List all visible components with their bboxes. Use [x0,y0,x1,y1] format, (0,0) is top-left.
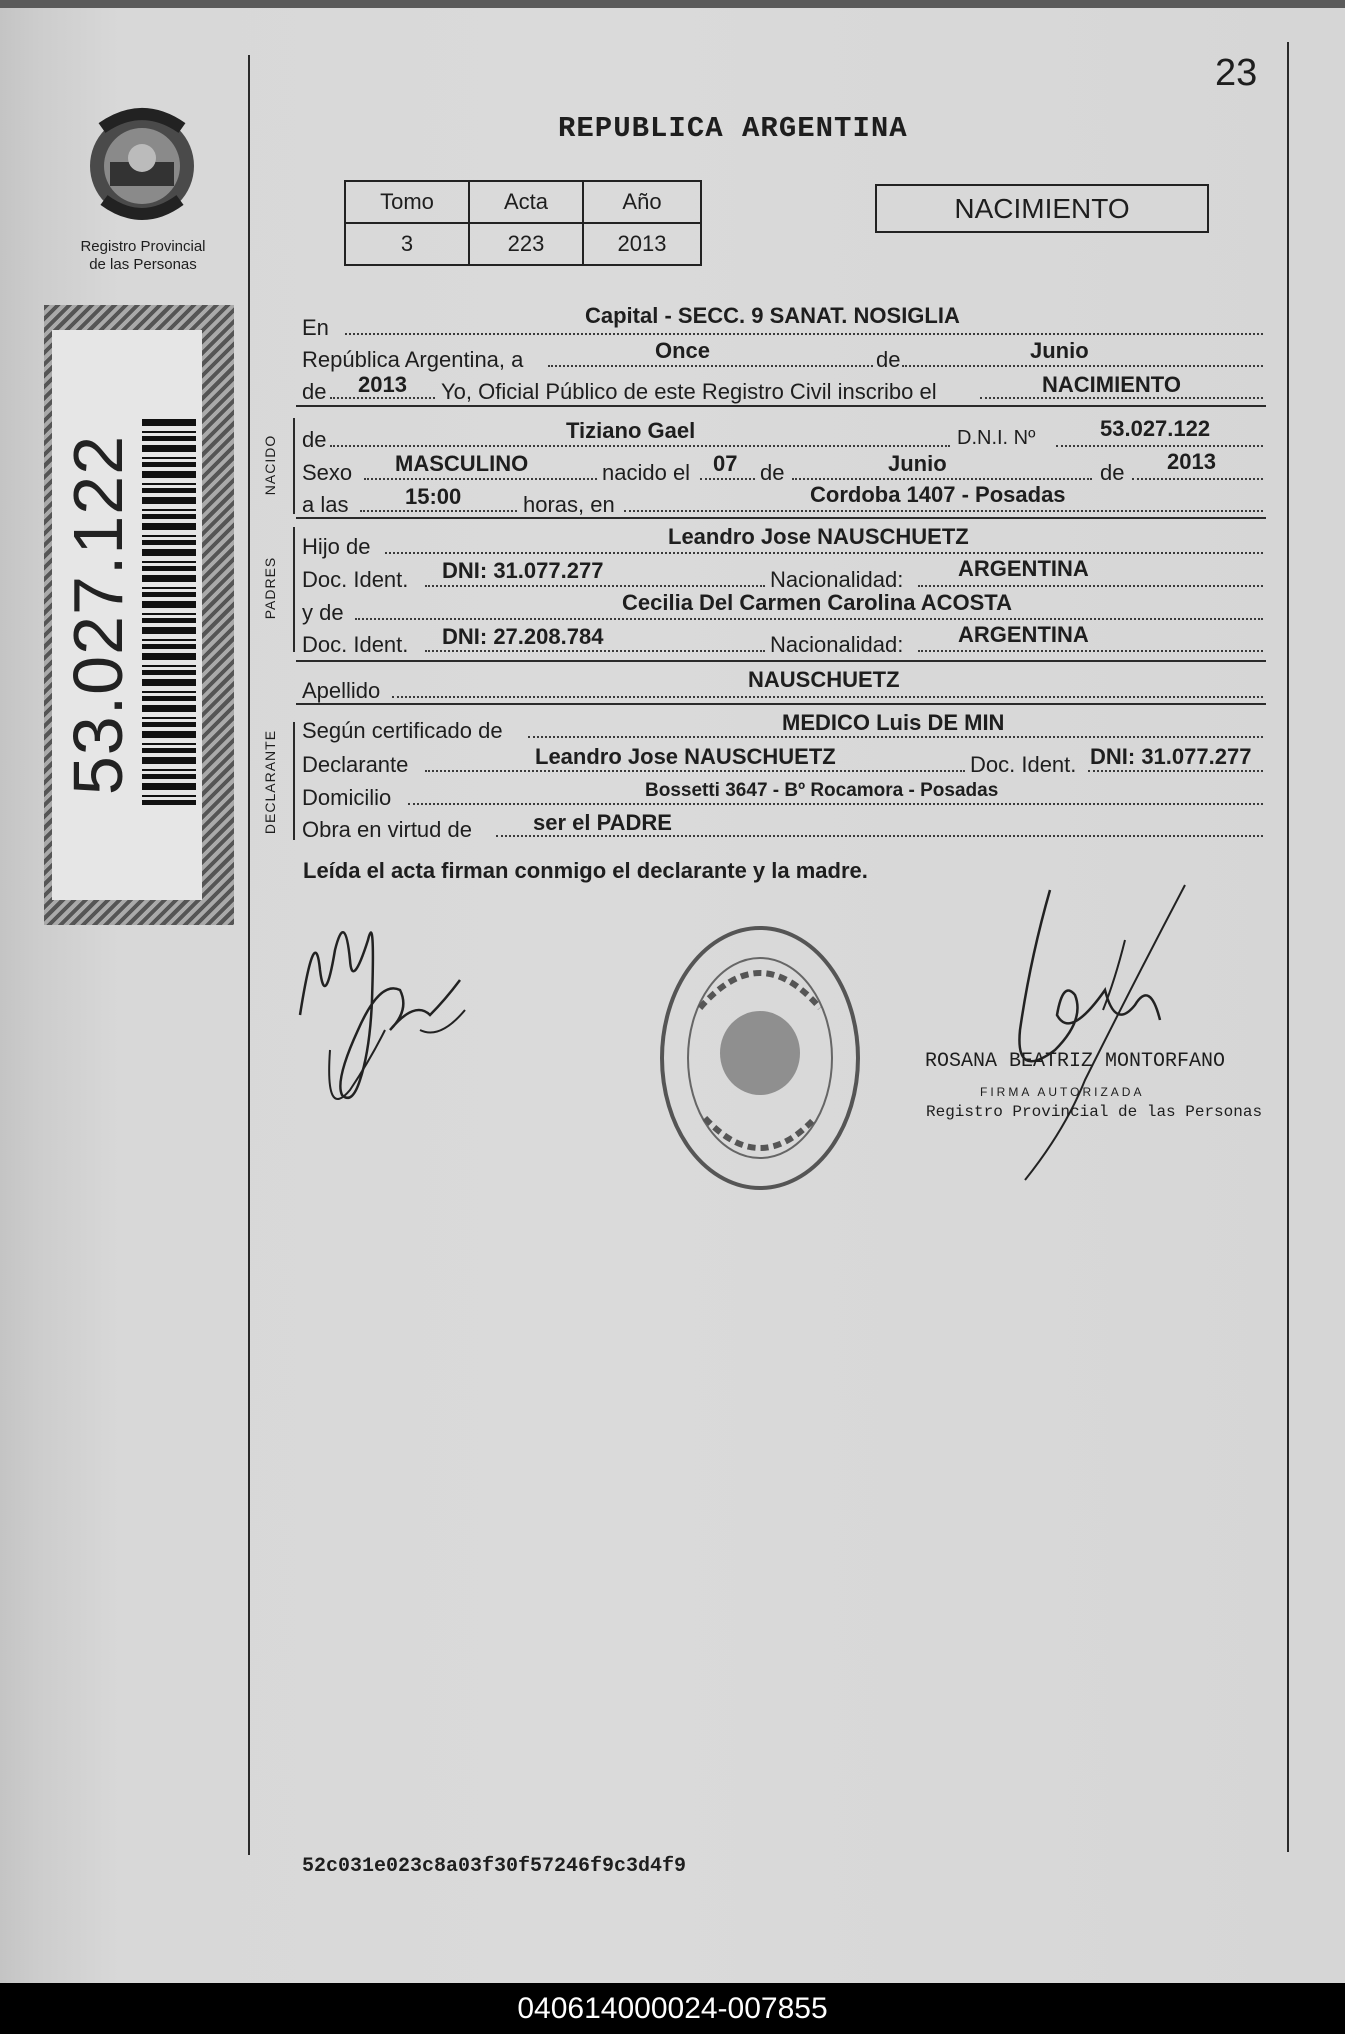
section-divider [296,405,1266,407]
dotted-line [624,510,1263,512]
barcode-number: 53.027.122 [59,434,137,796]
hijo-de-label: Hijo de [302,534,371,559]
dotted-line [700,478,755,480]
birth-year-value: 2013 [1167,449,1216,474]
child-dni-value: 53.027.122 [1100,416,1211,441]
declarant-signature-icon [290,880,490,1130]
scan-top-strip [0,0,1345,8]
misiones-emblem-icon [82,100,202,230]
nacido-bracket [293,418,295,514]
declarant-doc-value: DNI: 31.077.277 [1090,744,1252,769]
yo-text: Yo, Oficial Público de este Registro Civil inscribo el [441,379,937,404]
certificate-value: MEDICO Luis DE MIN [782,710,1005,735]
registry-seal-icon [655,918,865,1198]
nacido-de3-label: de [1100,460,1125,485]
apellido-value: NAUSCHUETZ [748,667,900,692]
place-value: Capital - SECC. 9 SANAT. NOSIGLIA [585,303,960,328]
nacido-side-label: NACIDO [262,434,278,496]
official-signature-icon [985,880,1205,1190]
logo-caption [68,238,218,274]
barcode-bars [142,415,196,805]
mother-doc-value: DNI: 27.208.784 [442,624,604,649]
padres-side-label: PADRES [262,556,278,620]
declarant-doc-label: Doc. Ident. [970,752,1077,777]
padres-bracket [293,527,295,652]
declarante-bracket [293,722,295,840]
logo-caption-line2: de las Personas [89,256,197,273]
registry-value-acta: 223 [469,223,583,265]
obra-value: ser el PADRE [533,810,672,835]
dotted-line [345,333,1263,335]
segun-label: Según certificado de [302,718,503,743]
right-frame-line [1287,42,1289,1852]
de-label: de [876,347,901,372]
father-doc-value: DNI: 31.077.277 [442,558,604,583]
dotted-line [902,365,1263,367]
nacido-el-label: nacido el [602,460,691,485]
time-value: 15:00 [405,484,462,509]
dotted-line [385,552,1263,554]
obra-label: Obra en virtud de [302,817,472,842]
en-label: En [302,315,329,340]
section-divider [296,517,1266,519]
section-divider [296,703,1266,705]
registry-header-tomo: Tomo [345,181,469,223]
registry-header-acta: Acta [469,181,583,223]
official-office: Registro Provincial de las Personas [926,1103,1263,1121]
republica-label: República Argentina, a [302,347,524,372]
registry-header-ano: Año [583,181,701,223]
dni-label: D.N.I. Nº [957,427,1036,449]
sexo-value: MASCULINO [395,451,529,476]
dotted-line [425,585,765,587]
declarante-side-label: DECLARANTE [262,729,278,835]
dotted-line [528,736,1263,738]
mother-doc-label: Doc. Ident. [302,632,409,657]
dotted-line [425,650,765,652]
dotted-line [1132,478,1263,480]
inscribed-value: NACIMIENTO [1042,372,1181,397]
country-title: REPUBLICA ARGENTINA [558,112,908,145]
declarante-label: Declarante [302,752,409,777]
page-number: 23 [1215,52,1258,94]
child-name-value: Tiziano Gael [566,418,696,443]
dotted-line [792,478,1092,480]
dotted-line [548,365,873,367]
document-hash: 52c031e023c8a03f30f57246f9c3d4f9 [302,1855,687,1878]
father-nat-label: Nacionalidad: [770,567,904,592]
closing-statement: Leída el acta firman conmigo el declarante y la madre. [303,858,868,883]
dotted-line [425,770,965,772]
dotted-line [918,585,1263,587]
registry-table [344,180,702,266]
official-name: ROSANA BEATRIZ MONTORFANO [925,1050,1226,1073]
mother-name-value: Cecilia Del Carmen Carolina ACOSTA [622,590,1012,615]
dotted-line [360,510,517,512]
de2-label: de [302,379,327,404]
sexo-label: Sexo [302,460,353,485]
father-doc-label: Doc. Ident. [302,567,409,592]
mother-nat-value: ARGENTINA [958,622,1089,647]
father-nat-value: ARGENTINA [958,556,1089,581]
dotted-line [392,696,1263,698]
year-value: 2013 [358,372,407,397]
declarant-value: Leandro Jose NAUSCHUETZ [535,744,836,769]
dotted-line [408,803,1263,805]
dotted-line [364,478,597,480]
alas-label: a las [302,492,349,517]
horas-label: horas, en [523,492,615,517]
section-divider [296,660,1266,662]
nacido-de2-label: de [760,460,785,485]
dotted-line [330,445,950,447]
yde-label: y de [302,600,344,625]
birth-place-value: Cordoba 1407 - Posadas [810,482,1066,507]
birth-day-value: 07 [713,451,738,476]
father-name-value: Leandro Jose NAUSCHUETZ [668,524,969,549]
registry-value-ano: 2013 [583,223,701,265]
dotted-line [355,618,1263,620]
domicilio-label: Domicilio [302,785,392,810]
dotted-line [918,650,1263,652]
logo-caption-line1: Registro Provincial [80,238,206,255]
record-type-box: NACIMIENTO [875,184,1209,233]
month-value: Junio [1030,338,1089,363]
dotted-line [1056,445,1263,447]
left-frame-line [248,55,250,1855]
dotted-line [1088,770,1263,772]
apellido-label: Apellido [302,678,381,703]
registry-value-tomo: 3 [345,223,469,265]
footer-code: 040614000024-007855 [0,1983,1345,2034]
mother-nat-label: Nacionalidad: [770,632,904,657]
nacido-de-label: de [302,427,327,452]
official-role: FIRMA AUTORIZADA [980,1085,1145,1099]
domicilio-value: Bossetti 3647 - Bº Rocamora - Posadas [645,780,999,801]
birth-month-value: Junio [888,451,947,476]
day-words-value: Once [655,338,711,363]
